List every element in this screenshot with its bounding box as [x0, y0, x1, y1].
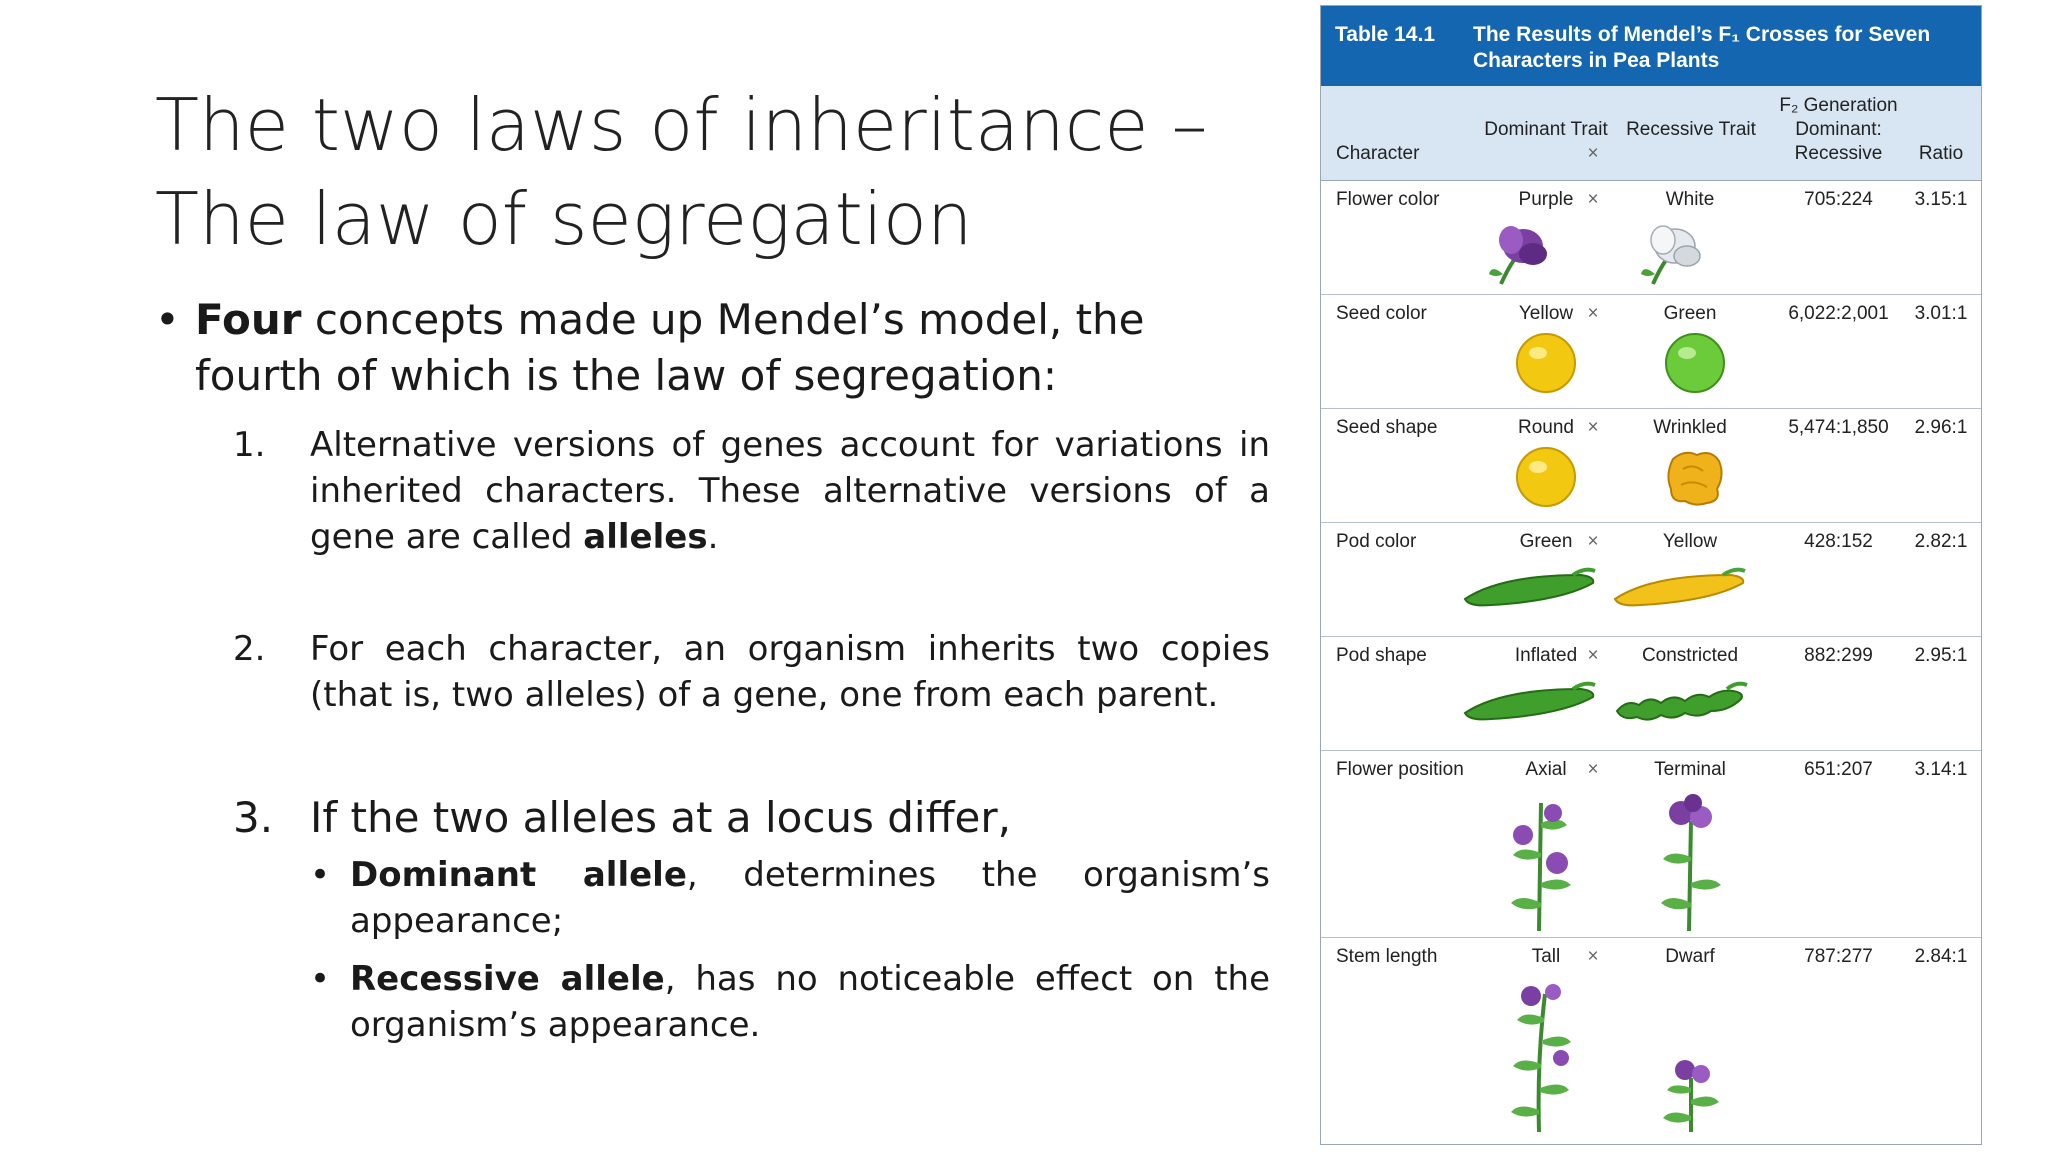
- table-row-pod-color: [1321, 523, 1981, 637]
- slide-title: [155, 78, 1255, 266]
- cell-recessive: Constricted: [1641, 645, 1739, 666]
- cell-recessive: White: [1665, 189, 1715, 210]
- cell-cross: ×: [1587, 946, 1599, 967]
- cell-dominant: Inflated: [1514, 645, 1578, 666]
- table-row-seed-color: [1321, 295, 1981, 409]
- item-tail: .: [707, 517, 719, 557]
- item-text: Alternative versions of genes account for variations in inherited characters. These alternative versions of a gene are called: [310, 425, 1270, 557]
- cell-cross: ×: [1587, 531, 1599, 552]
- table-header: [1321, 6, 1981, 86]
- cell-character: Pod shape: [1336, 645, 1427, 666]
- cell-dominant: Tall: [1531, 946, 1561, 967]
- cell-cross: ×: [1587, 303, 1599, 324]
- cell-cross: ×: [1587, 189, 1599, 210]
- tall-plant-icon: [1501, 980, 1581, 1135]
- sub-bold: Recessive allele: [350, 959, 665, 999]
- cell-character: Stem length: [1336, 946, 1438, 967]
- item-number: 3.: [233, 793, 274, 842]
- cell-dominant: Green: [1519, 531, 1573, 552]
- cell-cross: ×: [1587, 417, 1599, 438]
- col-header-cross: ×: [1587, 143, 1599, 164]
- cell-f2: 882:299: [1804, 645, 1873, 666]
- cell-ratio: 3.01:1: [1914, 303, 1968, 324]
- cell-f2: 651:207: [1804, 759, 1873, 780]
- bullet-dot: •: [155, 295, 180, 344]
- col-header-f2: F₂ Generation Dominant: Recessive: [1779, 95, 1898, 164]
- yellow-pod-icon: [1611, 561, 1751, 611]
- white-flower-icon: [1633, 216, 1713, 286]
- wrinkled-seed-icon: [1663, 445, 1727, 509]
- cell-recessive: Green: [1663, 303, 1717, 324]
- table-row-seed-shape: [1321, 409, 1981, 523]
- cell-dominant: Yellow: [1518, 303, 1574, 324]
- cell-ratio: 2.96:1: [1914, 417, 1968, 438]
- cell-ratio: 3.15:1: [1914, 189, 1968, 210]
- cell-recessive: Yellow: [1662, 531, 1718, 552]
- cell-f2: 787:277: [1804, 946, 1873, 967]
- dwarf-plant-icon: [1651, 1050, 1731, 1135]
- title-line-2: The law of segregation: [155, 177, 973, 261]
- cell-f2: 705:224: [1804, 189, 1873, 210]
- cell-character: Seed shape: [1336, 417, 1438, 438]
- list-item-2: [155, 626, 1270, 718]
- table-row-flower-position: [1321, 751, 1981, 938]
- constricted-pod-icon: [1611, 675, 1751, 725]
- inflated-pod-icon: [1461, 675, 1601, 725]
- sub-text: , has no noticeable effect on the organism’s appearance.: [350, 959, 1271, 1045]
- cell-recessive: Wrinkled: [1653, 417, 1727, 438]
- item-number: 2.: [233, 629, 266, 669]
- sub-text: , determines the organism’s appearance;: [350, 855, 1270, 941]
- terminal-flower-plant-icon: [1651, 793, 1731, 933]
- cell-f2: 5,474:1,850: [1788, 417, 1889, 438]
- sub-bullet-dominant: [155, 852, 1270, 944]
- sub-bold: Dominant allele: [350, 855, 687, 895]
- sub-bullet-recessive: [155, 956, 1270, 1048]
- list-item-1: [155, 422, 1270, 560]
- table-row-stem-length: [1321, 938, 1981, 1143]
- cell-ratio: 2.95:1: [1914, 645, 1968, 666]
- col-header-recessive: Recessive Trait: [1626, 119, 1756, 140]
- cell-ratio: 3.14:1: [1914, 759, 1968, 780]
- cell-dominant: Round: [1518, 417, 1574, 438]
- table-caption: The Results of Mendel’s F₁ Crosses for Seven Characters in Pea Plants: [1473, 23, 1931, 72]
- col-header-character: Character: [1336, 143, 1420, 164]
- item-text: If the two alleles at a locus differ,: [310, 793, 1011, 842]
- cell-character: Pod color: [1336, 531, 1417, 552]
- cell-dominant: Purple: [1518, 189, 1574, 210]
- list-item-3: [155, 790, 1270, 846]
- purple-flower-icon: [1481, 216, 1561, 286]
- bullet-dot: •: [310, 855, 331, 895]
- cell-ratio: 2.82:1: [1914, 531, 1968, 552]
- mendel-results-table: [1320, 5, 1982, 1145]
- cell-cross: ×: [1587, 759, 1599, 780]
- cell-character: Seed color: [1336, 303, 1427, 324]
- table-column-headers: [1321, 86, 1981, 181]
- table-row-flower-color: [1321, 181, 1981, 295]
- cell-recessive: Terminal: [1654, 759, 1726, 780]
- table-number: Table 14.1: [1335, 23, 1435, 46]
- title-line-1: The two laws of inheritance –: [155, 83, 1208, 167]
- intro-text: concepts made up Mendel’s model, the fourth of which is the law of segregation:: [195, 295, 1145, 400]
- cell-ratio: 2.84:1: [1914, 946, 1968, 967]
- intro-bullet: [155, 292, 1270, 404]
- round-seed-icon: [1514, 445, 1578, 509]
- item-text: For each character, an organism inherits two copies (that is, two alleles) of a gene, one from each parent.: [310, 629, 1270, 715]
- slide-body: [155, 292, 1270, 1048]
- cell-recessive: Dwarf: [1665, 946, 1715, 967]
- cell-dominant: Axial: [1525, 759, 1567, 780]
- axial-flower-plant-icon: [1501, 793, 1581, 933]
- col-header-dominant: Dominant Trait: [1484, 119, 1608, 140]
- col-header-ratio: Ratio: [1918, 143, 1964, 164]
- table-row-pod-shape: [1321, 637, 1981, 751]
- cell-character: Flower color: [1336, 189, 1440, 210]
- cell-f2: 428:152: [1804, 531, 1873, 552]
- yellow-seed-icon: [1514, 331, 1578, 395]
- bullet-dot: •: [310, 959, 331, 999]
- cell-f2: 6,022:2,001: [1788, 303, 1889, 324]
- cell-character: Flower position: [1336, 759, 1464, 780]
- item-bold: alleles: [583, 517, 708, 557]
- green-seed-icon: [1663, 331, 1727, 395]
- intro-bold: Four: [195, 295, 302, 344]
- item-number: 1.: [233, 425, 266, 465]
- cell-cross: ×: [1587, 645, 1599, 666]
- green-pod-icon: [1461, 561, 1601, 611]
